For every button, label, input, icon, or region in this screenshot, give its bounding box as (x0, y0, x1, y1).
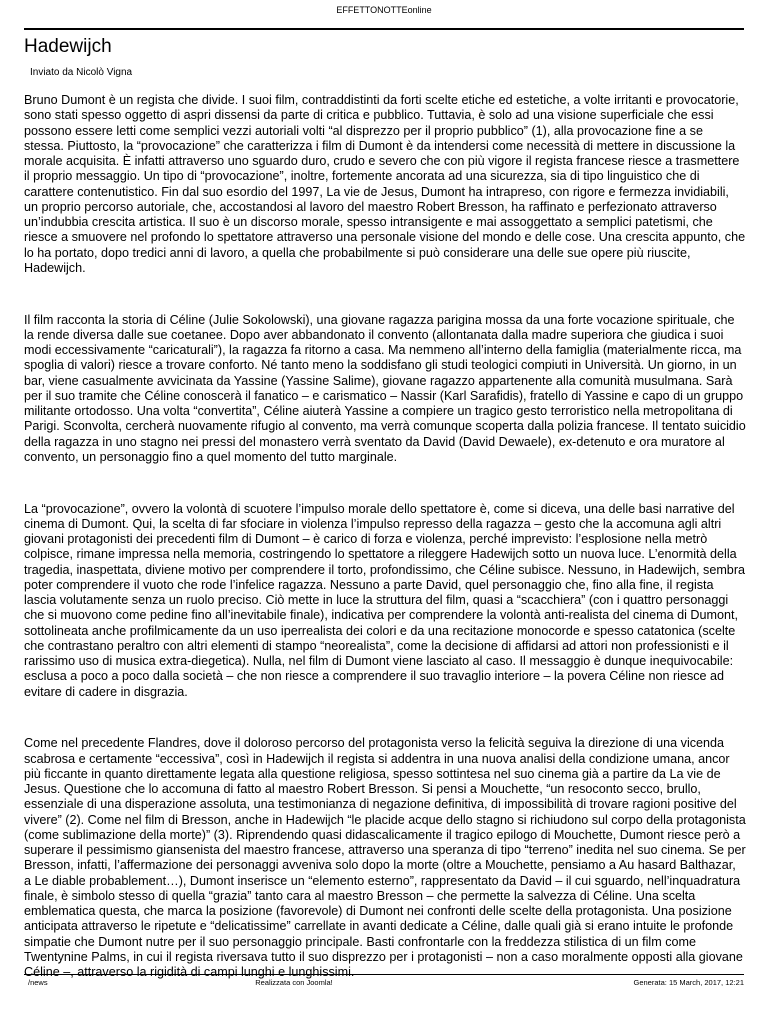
footer-divider (24, 974, 744, 975)
article-byline: Inviato da Nicolò Vigna (30, 67, 133, 78)
article-body (24, 93, 746, 1017)
footer-path: /news (28, 978, 48, 987)
site-header: EFFETTONOTTEonline (336, 5, 432, 15)
article-paragraph-3: La “provocazione”, ovvero la volontà di scuotere l’impulso morale dello spettatore è, come si diceva, una delle basi narrative del cinema di Dumont. Qui, la scelta di far sfociare in violenza l’impulso represso della ragazza – gesto che la accomuna agli altri giovani protagonisti dei precedenti film di Dumont – è carico di forza e violenza, perché imprevisto: l’esplosione nella metrò colpisce, rimane impressa nella memoria, costringendo lo spettatore a rileggere Hadewijch sotto un nuova luce. L’enormità della tragedia, inaspettata, diviene motivo per comprendere il torto, profondissimo, che Céline subisce. Nessuno, in Hadewijch, sembra poter comprendere il vuoto che rode l’infelice ragazza. Nessuno a parte David, quel personaggio che, fino alla fine, il regista lascia volutamente senza un ruolo preciso. Ciò mette in luce la struttura del film, quasi a “scacchiera” (con i quattro personaggi che si muovono come pedine fino all’inevitabile finale), indicativa per comprendere la volontà anti-realista del cinema di Dumont, sottolineata anche profilmicamente da un uso iperrealista dei colori e da una recitazione monocorde e spesso catatonica (scelte che contrastano peraltro con altri elementi di stampo “neorealista”, come la decisione di affidarsi ad attori non professionisti e il rarissimo uso di musica extra-diegetica). Nulla, nel film di Dumont viene lasciato al caso. Il messaggio è dunque inequivocabile: esclusa a poco a poco dalla società – che non riesce a comprendere il suo travaglio interiore – la povera Céline non riesce ad evitare di cadere in disgrazia. (24, 501, 746, 699)
footer-generated: Generata: 15 March, 2017, 12:21 (633, 978, 744, 987)
article-title: Hadewijch (24, 36, 112, 57)
article-paragraph-4: Come nel precedente Flandres, dove il doloroso percorso del protagonista verso la felicità seguiva la direzione di una vicenda scabrosa e certamente “eccessiva”, così in Hadewijch il regista si addentra in una nuova analisi della condizione umana, ancor più ficcante in quanto direttamente legata alla questione religiosa, spesso sottintesa nel suo cinema già a partire da La vie de Jesus. Questione che lo accomuna di fatto al maestro Robert Bresson. Si pensi a Mouchette, “un resoconto secco, brullo, essenziale di una disperazione assoluta, una testimonianza di negazione definitiva, di impossibilità di trovare ragioni positive del vivere” (2). Come nel film di Bresson, anche in Hadewijch “le placide acque dello stagno si richiudono sul corpo della protagonista (come sublimazione della morte)” (3). Riprendendo quasi didascalicamente il tragico epilogo di Mouchette, Dumont riesce però a superare il pessimismo giansenista del maestro francese, attraverso una speranza di tipo “terreno” inedita nel suo cinema. Se per Bresson, infatti, l’affermazione dei personaggi avveniva solo dopo la morte (oltre a Mouchette, pensiamo a Au hasard Balthazar, a Le diable probablement…), Dumont inserisce un “elemento esterno”, rappresentato da David – il cui sguardo, nell’inquadratura finale, è simbolo stesso di quella “grazia” tanto cara al maestro Bresson – che permette la salvezza di Céline. Una scelta emblematica questa, che marca la posizione (favorevole) di Dumont nei confronti delle scelte della protagonista. Una posizione anticipata attraverso le ripetute e “delicatissime” carrellate in avanti dedicate a Céline, dalle quali già si erano intuite le profonde simpatie che Dumont nutre per il suo personaggio principale. Basti confrontarle con la freddezza stilistica di un film come Twentynine Palms, in cui il regista riversava tutto il suo disprezzo per i protagonisti – non a caso moralmente opposti alla giovane Céline –, attraverso la rigidità di campi lunghi e lunghissimi. (24, 736, 746, 979)
footer-credit: Realizzata con Joomla! (255, 978, 333, 987)
article-paragraph-1: Bruno Dumont è un regista che divide. I suoi film, contraddistinti da forti scelte etiche ed estetiche, a volte irritanti e provocatorie, sono stati spesso oggetto di aspri dissensi da parte di critica e pubblico. Tuttavia, è solo ad una visione superficiale che essi possono essere letti come semplici vezzi autoriali volti “al disprezzo per il proprio pubblico” (1), alla provocazione fine a se stessa. Piuttosto, la “provocazione” che caratterizza i film di Dumont è da intendersi come necessità di mettere in discussione la morale acquisita. È infatti attraverso uno sguardo duro, crudo e severo che con più vigore il regista francese riesce a trasmettere il proprio messaggio. Un tipo di “provocazione”, inoltre, fortemente ancorata ad una sicurezza, sia di tipo linguistico che di carattere contenutistico. Fin dal suo esordio del 1997, La vie de Jesus, Dumont ha intrapreso, con rigore e fermezza invidiabili, un proprio percorso autoriale, che, accostandosi al lavoro del maestro Robert Bresson, ha raffinato e perfezionato attraverso un’indubbia crescita artistica. Il suo è un discorso morale, spesso intransigente e mai assoggettato a semplici patetismi, che riesce a smuovere nel profondo lo spettatore attraverso una personale visione del mondo e delle cose. Una crescita appunto, che lo ha portato, dopo tredici anni di lavoro, a quella che probabilmente si può considerare una delle sue opere più riuscite, Hadewijch. (24, 93, 746, 275)
header-divider (24, 28, 744, 30)
article-paragraph-2: Il film racconta la storia di Céline (Julie Sokolowski), una giovane ragazza parigina mossa da una forte vocazione spirituale, che la rende diversa dalle sue coetanee. Dopo aver abbandonato il convento (allontanata dalla madre superiora che giudica i suoi modi eccessivamente “caricaturali”), la ragazza fa ritorno a casa. Ma nemmeno all’interno della famiglia (materialmente ricca, ma spoglia di valori) riesce a trovare conforto. Né tanto meno la soddisfano gli studi teologici compiuti in Università. Un giorno, in un bar, viene casualmente avvicinata da Yassine (Yassine Salime), giovane ragazzo appartenente alla comunità musulmana. Sarà per il suo tramite che Céline conoscerà il fanatico – e carismatico – Nassir (Karl Sarafidis), fratello di Yassine e capo di un gruppo militante ortodosso. Una volta “convertita”, Céline aiuterà Yassine a compiere un tragico gesto terroristico nella metropolitana di Parigi. Sconvolta, cercherà nuovamente rifugio al convento, ma verrà comunque scoperta dalla polizia francese. Il tentato suicidio della ragazza in uno stagno nei pressi del monastero verrà sventato da David (David Dewaele), ex-detenuto e ora muratore al convento, un personaggio fino a quel momento del tutto marginale. (24, 312, 746, 464)
